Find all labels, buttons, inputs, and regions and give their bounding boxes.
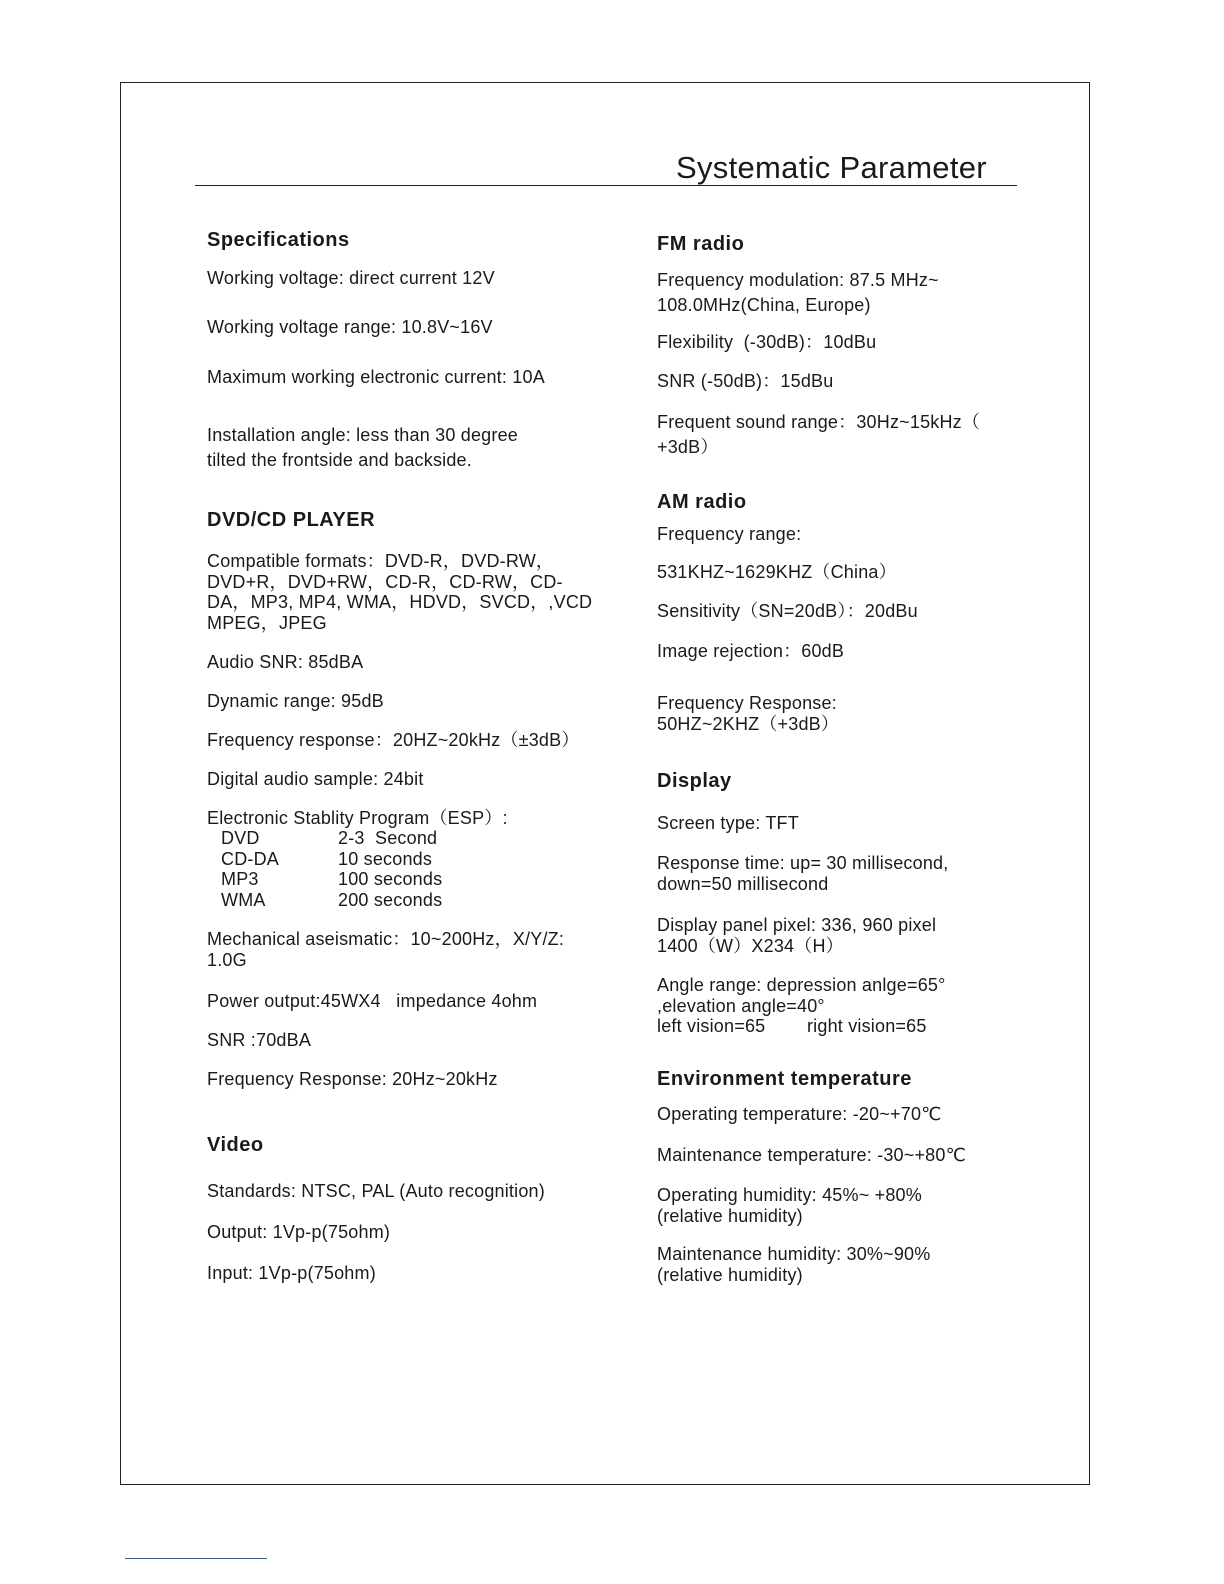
am-frequency-response: Frequency Response: 50HZ~2KHZ（+3dB） bbox=[657, 693, 840, 734]
power-output: Power output:45WX4 impedance 4ohm bbox=[207, 991, 538, 1011]
display-panel-pixel: Display panel pixel: 336, 960 pixel 1400（W）X234（H） bbox=[657, 915, 937, 956]
esp-time: 10 seconds bbox=[338, 848, 433, 869]
compatible-formats: Compatible formats：DVD-R，DVD-RW， DVD+R，DVD+RW，CD-R，CD-RW，CD- DA，MP3, MP4, WMA，HDVD，SVCD，,VCD MPEG，JPEG bbox=[207, 551, 593, 633]
am-frequency-range: Frequency range: bbox=[657, 524, 802, 544]
environment-heading: Environment temperature bbox=[657, 1068, 912, 1090]
snr: SNR :70dBA bbox=[207, 1030, 312, 1050]
dvd-heading: DVD/CD PLAYER bbox=[207, 509, 376, 531]
fm-snr: SNR (-50dB)：15dBu bbox=[657, 371, 834, 391]
response-time: Response time: up= 30 millisecond, down=50 millisecond bbox=[657, 853, 949, 894]
screen-type: Screen type: TFT bbox=[657, 813, 799, 833]
esp-row bbox=[207, 849, 607, 870]
esp-format: CD-DA bbox=[221, 848, 279, 869]
maintenance-humidity: Maintenance humidity: 30%~90% (relative humidity) bbox=[657, 1244, 931, 1285]
esp-time: 200 seconds bbox=[338, 889, 443, 910]
esp-row bbox=[207, 869, 607, 890]
working-voltage: Working voltage: direct current 12V bbox=[207, 268, 495, 288]
esp-table bbox=[207, 828, 607, 910]
specifications-heading: Specifications bbox=[207, 229, 350, 251]
esp-time: 2-3 Second bbox=[338, 828, 438, 848]
frequency-response-2: Frequency Response: 20Hz~20kHz bbox=[207, 1069, 498, 1089]
footer-link-underline bbox=[125, 1558, 267, 1559]
frequency-response: Frequency response：20HZ~20kHz（±3dB） bbox=[207, 730, 580, 750]
page-title: Systematic Parameter bbox=[676, 150, 987, 185]
digital-audio-sample: Digital audio sample: 24bit bbox=[207, 769, 424, 789]
video-input: Input: 1Vp-p(75ohm) bbox=[207, 1263, 376, 1283]
dynamic-range: Dynamic range: 95dB bbox=[207, 691, 384, 711]
operating-humidity: Operating humidity: 45%~ +80% (relative humidity) bbox=[657, 1185, 922, 1226]
mechanical-aseismatic: Mechanical aseismatic：10~200Hz，X/Y/Z: 1.0G bbox=[207, 929, 565, 970]
angle-range: Angle range: depression anlge=65° ,elevation angle=40° left vision=65 right vision=65 bbox=[657, 975, 946, 1036]
esp-format: MP3 bbox=[221, 869, 259, 889]
video-heading: Video bbox=[207, 1134, 264, 1156]
display-heading: Display bbox=[657, 770, 732, 792]
fm-radio-heading: FM radio bbox=[657, 233, 745, 255]
operating-temperature: Operating temperature: -20~+70℃ bbox=[657, 1104, 942, 1124]
am-range-value: 531KHZ~1629KHZ（China） bbox=[657, 562, 897, 582]
esp-heading: Electronic Stablity Program（ESP）: bbox=[207, 808, 508, 828]
image-rejection: Image rejection：60dB bbox=[657, 641, 845, 661]
frequency-modulation: Frequency modulation: 87.5 MHz~ 108.0MHz(China, Europe) bbox=[657, 270, 939, 315]
esp-format: WMA bbox=[221, 889, 266, 910]
esp-row bbox=[207, 828, 607, 849]
frequent-sound-range: Frequent sound range：30Hz~15kHz（ +3dB） bbox=[657, 412, 981, 457]
audio-snr: Audio SNR: 85dBA bbox=[207, 652, 364, 672]
esp-format: DVD bbox=[221, 828, 260, 848]
title-underline bbox=[195, 185, 1017, 186]
video-standards: Standards: NTSC, PAL (Auto recognition) bbox=[207, 1181, 545, 1201]
maintenance-temperature: Maintenance temperature: -30~+80℃ bbox=[657, 1145, 966, 1165]
am-radio-heading: AM radio bbox=[657, 491, 747, 513]
esp-time: 100 seconds bbox=[338, 869, 443, 889]
esp-row bbox=[207, 890, 607, 911]
voltage-range: Working voltage range: 10.8V~16V bbox=[207, 317, 493, 337]
video-output: Output: 1Vp-p(75ohm) bbox=[207, 1222, 391, 1242]
flexibility: Flexibility (-30dB)：10dBu bbox=[657, 332, 877, 352]
am-sensitivity: Sensitivity（SN=20dB）：20dBu bbox=[657, 601, 918, 621]
install-angle: Installation angle: less than 30 degree tilted the frontside and backside. bbox=[207, 425, 519, 470]
max-current: Maximum working electronic current: 10A bbox=[207, 367, 545, 387]
